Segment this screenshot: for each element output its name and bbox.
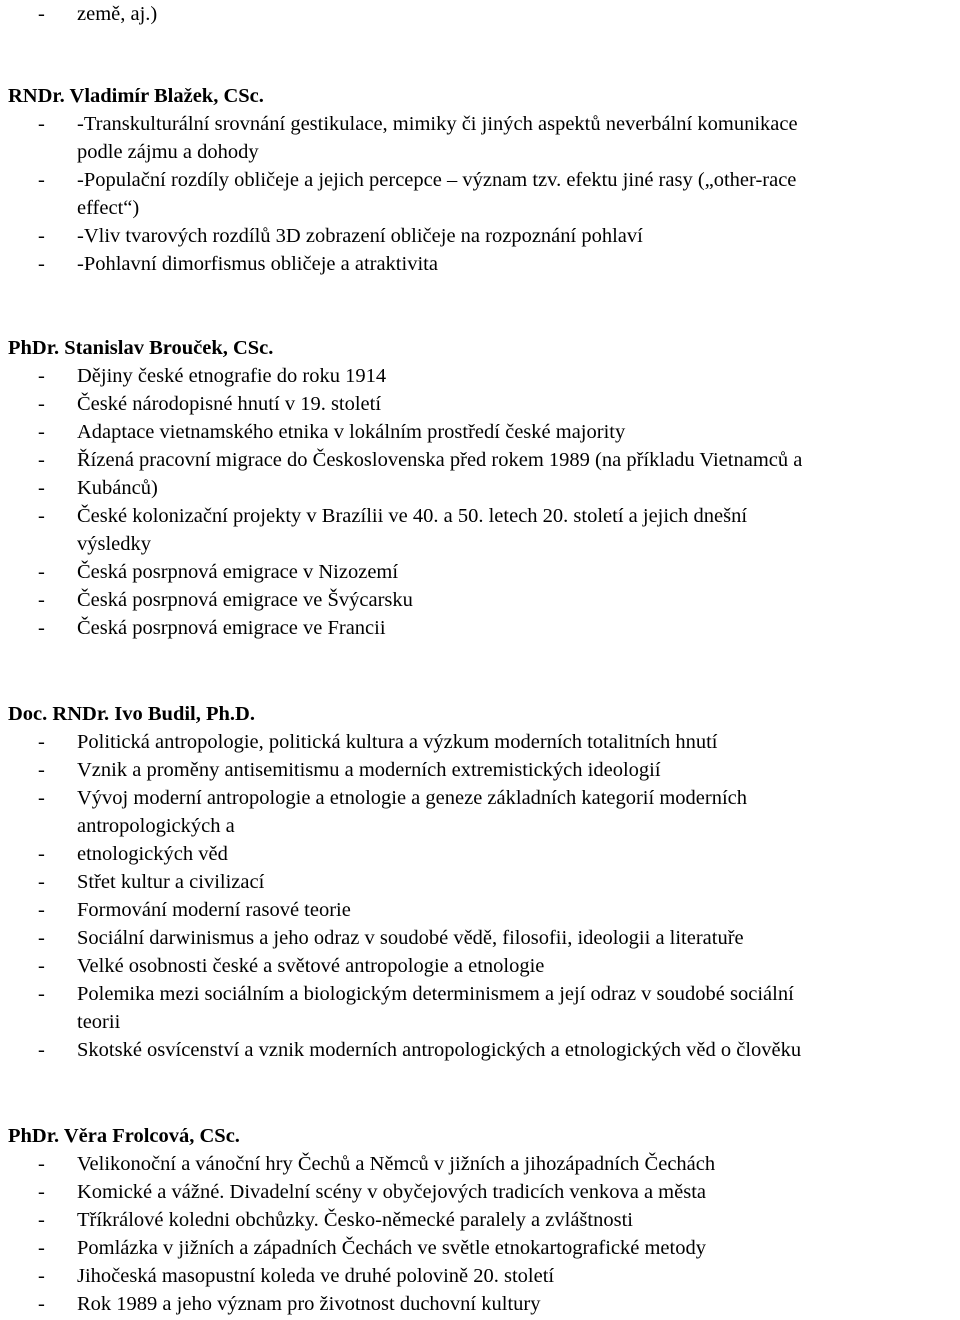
list-item <box>0 502 960 530</box>
list-item <box>0 1290 960 1318</box>
list-item <box>0 1234 960 1262</box>
list-item <box>0 1262 960 1290</box>
author-name: RNDr. Vladimír Blažek, CSc. <box>8 85 264 107</box>
list-item <box>0 194 960 222</box>
list-item-text: -Pohlavní dimorfismus obličeje a atraktivita <box>77 253 438 275</box>
list-item-text: Skotské osvícenství a vznik moderních antropologických a etnologických věd o člověku <box>77 1039 802 1061</box>
list-item <box>0 362 960 390</box>
list-item-text: Střet kultur a civilizací <box>77 871 265 893</box>
list-item <box>0 166 960 194</box>
list-item <box>0 980 960 1008</box>
list-item-text: -Vliv tvarových rozdílů 3D zobrazení obličeje na rozpoznání pohlaví <box>77 225 643 247</box>
section-heading <box>0 700 960 728</box>
list-item-text: Polemika mezi sociálním a biologickým determinismem a její odraz v soudobé sociální <box>77 983 794 1005</box>
list-item-text: České národopisné hnutí v 19. století <box>77 393 382 415</box>
list-item-text: Velké osobnosti české a světové antropologie a etnologie <box>77 955 545 977</box>
bullet-dash: - <box>38 421 45 443</box>
list-item-text: Sociální darwinismus a jeho odraz v soudobé vědě, filosofii, ideologii a literatuře <box>77 927 744 949</box>
list-item-text: effect“) <box>77 197 140 219</box>
list-item <box>0 896 960 924</box>
list-item <box>0 784 960 812</box>
list-item <box>0 390 960 418</box>
bullet-dash: - <box>38 169 45 191</box>
list-item-text: Adaptace vietnamského etnika v lokálním prostředí české majority <box>77 421 626 443</box>
list-item-text: Česká posrpnová emigrace ve Švýcarsku <box>77 589 413 611</box>
list-item-text: Vývoj moderní antropologie a etnologie a geneze základních kategorií moderních <box>77 787 747 809</box>
section-heading <box>0 1122 960 1150</box>
list-item-text: výsledky <box>77 533 152 555</box>
list-item <box>0 474 960 502</box>
list-item <box>0 840 960 868</box>
bullet-dash: - <box>38 1039 45 1061</box>
list-item <box>0 250 960 278</box>
list-item-text: Vznik a proměny antisemitismu a moderních extremistických ideologií <box>77 759 661 781</box>
bullet-dash: - <box>38 393 45 415</box>
list-item <box>0 1008 960 1036</box>
list-item <box>0 222 960 250</box>
bullet-dash: - <box>38 955 45 977</box>
bullet-dash: - <box>38 1153 45 1175</box>
bullet-dash: - <box>38 617 45 639</box>
list-item <box>0 756 960 784</box>
section-heading <box>0 334 960 362</box>
list-item <box>0 1178 960 1206</box>
list-item-text: Česká posrpnová emigrace ve Francii <box>77 617 386 639</box>
bullet-dash: - <box>38 1237 45 1259</box>
list-item-text: Komické a vážné. Divadelní scény v obyčejových tradicích venkova a města <box>77 1181 706 1203</box>
author-name: Doc. RNDr. Ivo Budil, Ph.D. <box>8 703 255 725</box>
list-item-text: Tříkrálové koledni obchůzky. Česko-německé paralely a zvláštnosti <box>77 1209 633 1231</box>
author-name: PhDr. Věra Frolcová, CSc. <box>8 1125 240 1147</box>
list-item <box>0 418 960 446</box>
bullet-dash: - <box>38 477 45 499</box>
bullet-dash: - <box>38 787 45 809</box>
list-item-text: Formování moderní rasové teorie <box>77 899 351 921</box>
bullet-dash: - <box>38 1181 45 1203</box>
list-item-text: Kubánců) <box>77 477 158 499</box>
bullet-dash: - <box>38 449 45 471</box>
list-item <box>0 868 960 896</box>
bullet-dash: - <box>38 589 45 611</box>
bullet-dash: - <box>38 927 45 949</box>
bullet-dash: - <box>38 3 45 25</box>
list-item-text: Pomlázka v jižních a západních Čechách ve světle etnokartografické metody <box>77 1237 706 1259</box>
bullet-dash: - <box>38 253 45 275</box>
section-heading <box>0 82 960 110</box>
bullet-dash: - <box>38 505 45 527</box>
list-item <box>0 0 960 28</box>
bullet-dash: - <box>38 561 45 583</box>
list-item-text: Velikonoční a vánoční hry Čechů a Němců v jižních a jihozápadních Čechách <box>77 1153 716 1175</box>
bullet-dash: - <box>38 225 45 247</box>
bullet-dash: - <box>38 983 45 1005</box>
bullet-dash: - <box>38 365 45 387</box>
bullet-dash: - <box>38 759 45 781</box>
list-item <box>0 1150 960 1178</box>
bullet-dash: - <box>38 113 45 135</box>
list-item <box>0 530 960 558</box>
bullet-dash: - <box>38 1209 45 1231</box>
bullet-dash: - <box>38 871 45 893</box>
list-item-text: Rok 1989 a jeho význam pro životnost duchovní kultury <box>77 1293 541 1315</box>
list-item <box>0 586 960 614</box>
list-item <box>0 446 960 474</box>
bullet-dash: - <box>38 843 45 865</box>
list-item-text: země, aj.) <box>77 3 158 25</box>
list-item <box>0 614 960 642</box>
list-item <box>0 1206 960 1234</box>
list-item <box>0 110 960 138</box>
list-item-text: České kolonizační projekty v Brazílii ve 40. a 50. letech 20. století a jejich dnešní <box>77 505 748 527</box>
list-item-text: Politická antropologie, politická kultura a výzkum moderních totalitních hnutí <box>77 731 718 753</box>
bullet-dash: - <box>38 1293 45 1315</box>
author-name: PhDr. Stanislav Brouček, CSc. <box>8 337 274 359</box>
list-item <box>0 1036 960 1064</box>
list-item <box>0 138 960 166</box>
bullet-dash: - <box>38 1265 45 1287</box>
list-item-text: etnologických věd <box>77 843 228 865</box>
list-item-text: Dějiny české etnografie do roku 1914 <box>77 365 387 387</box>
list-item <box>0 952 960 980</box>
list-item <box>0 728 960 756</box>
list-item-text: antropologických a <box>77 815 235 837</box>
list-item-text: podle zájmu a dohody <box>77 141 259 163</box>
list-item-text: Česká posrpnová emigrace v Nizozemí <box>77 561 399 583</box>
list-item-text: Jihočeská masopustní koleda ve druhé polovině 20. století <box>77 1265 555 1287</box>
list-item-text: teorii <box>77 1011 121 1033</box>
bullet-dash: - <box>38 899 45 921</box>
list-item <box>0 812 960 840</box>
list-item-text: -Populační rozdíly obličeje a jejich percepce – význam tzv. efektu jiné rasy („other-race <box>77 169 797 191</box>
list-item <box>0 558 960 586</box>
list-item <box>0 924 960 952</box>
bullet-dash: - <box>38 731 45 753</box>
list-item-text: Řízená pracovní migrace do Československa před rokem 1989 (na příkladu Vietnamců a <box>77 449 803 471</box>
list-item-text: -Transkulturální srovnání gestikulace, mimiky či jiných aspektů neverbální komunikace <box>77 113 798 135</box>
